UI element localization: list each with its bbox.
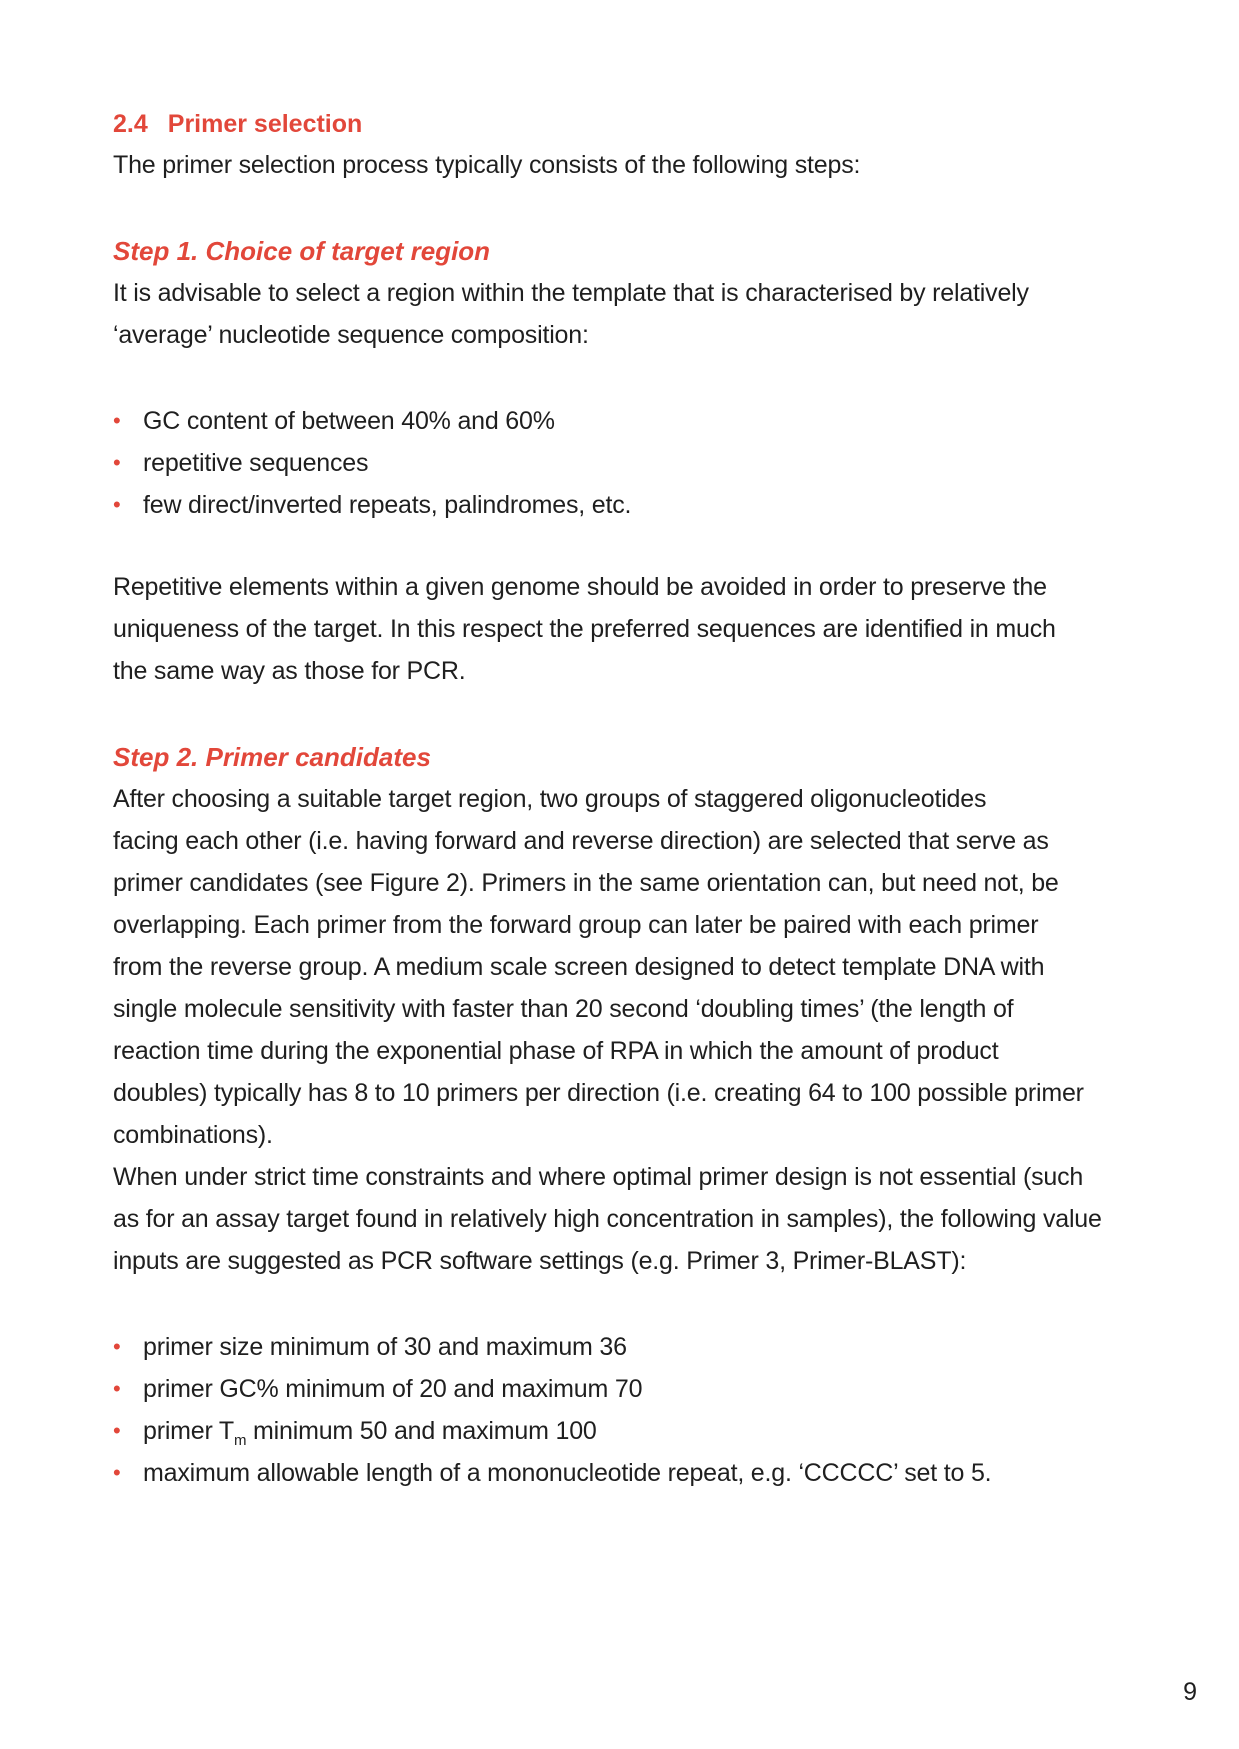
list-item: • primer size minimum of 30 and maximum 36: [113, 1326, 1143, 1368]
paragraph-line: from the reverse group. A medium scale screen designed to detect template DNA with: [113, 953, 1045, 981]
tm-subscript: m: [234, 1432, 247, 1449]
paragraph-line: single molecule sensitivity with faster than 20 second ‘doubling times’ (the length of: [113, 995, 1014, 1023]
section-title: Primer selection: [167, 110, 363, 138]
paragraph-line: After choosing a suitable target region, two groups of staggered oligonucleotides: [113, 785, 987, 813]
list-item: • primer GC% minimum of 20 and maximum 70: [113, 1368, 1143, 1410]
list-item: • maximum allowable length of a mononucleotide repeat, e.g. ‘CCCCC’ set to 5.: [113, 1452, 1143, 1494]
paragraph-line: as for an assay target found in relatively high concentration in samples), the following value: [113, 1205, 1102, 1233]
paragraph-line: facing each other (i.e. having forward and reverse direction) are selected that serve as: [113, 827, 1049, 855]
section-intro: The primer selection process typically consists of the following steps:: [113, 151, 861, 179]
list-item: • repetitive sequences: [113, 442, 1143, 484]
list-item: • few direct/inverted repeats, palindromes, etc.: [113, 484, 1143, 526]
step2-heading: Step 2. Primer candidates: [113, 742, 431, 772]
step2-bullet-list: [113, 1326, 1143, 1494]
paragraph-line: It is advisable to select a region within the template that is characterised by relatively: [113, 279, 1029, 307]
section-heading: [113, 104, 1143, 144]
paragraph-line: Repetitive elements within a given genome should be avoided in order to preserve the: [113, 573, 1047, 601]
paragraph-line: overlapping. Each primer from the forward group can later be paired with each primer: [113, 911, 1039, 939]
paragraph-line: When under strict time constraints and where optimal primer design is not essential (such: [113, 1163, 1084, 1191]
section-number: 2.4: [113, 110, 148, 138]
tm-suffix: minimum 50 and maximum 100: [246, 1417, 597, 1445]
paragraph-line: combinations).: [113, 1121, 273, 1149]
tm-prefix: primer T: [143, 1417, 235, 1445]
document-page: [113, 104, 1143, 1494]
step2-paragraph: [113, 778, 1143, 1282]
step1-paragraph: [113, 272, 1143, 356]
paragraph-line: inputs are suggested as PCR software settings (e.g. Primer 3, Primer-BLAST):: [113, 1247, 967, 1275]
paragraph-line: reaction time during the exponential phase of RPA in which the amount of product: [113, 1037, 999, 1065]
step1-after-paragraph: [113, 566, 1143, 692]
paragraph-line: the same way as those for PCR.: [113, 657, 466, 685]
step1-heading: Step 1. Choice of target region: [113, 236, 491, 266]
page-number: 9: [1183, 1678, 1197, 1706]
step1-bullet-list: [113, 400, 1143, 526]
list-item: • GC content of between 40% and 60%: [113, 400, 1143, 442]
paragraph-line: primer candidates (see Figure 2). Primers in the same orientation can, but need not, be: [113, 869, 1059, 897]
paragraph-line: doubles) typically has 8 to 10 primers per direction (i.e. creating 64 to 100 possible primer: [113, 1079, 1084, 1107]
paragraph-line: uniqueness of the target. In this respect the preferred sequences are identified in much: [113, 615, 1056, 643]
paragraph-line: ‘average’ nucleotide sequence composition:: [113, 321, 589, 349]
list-item-tm: [113, 1410, 1143, 1452]
